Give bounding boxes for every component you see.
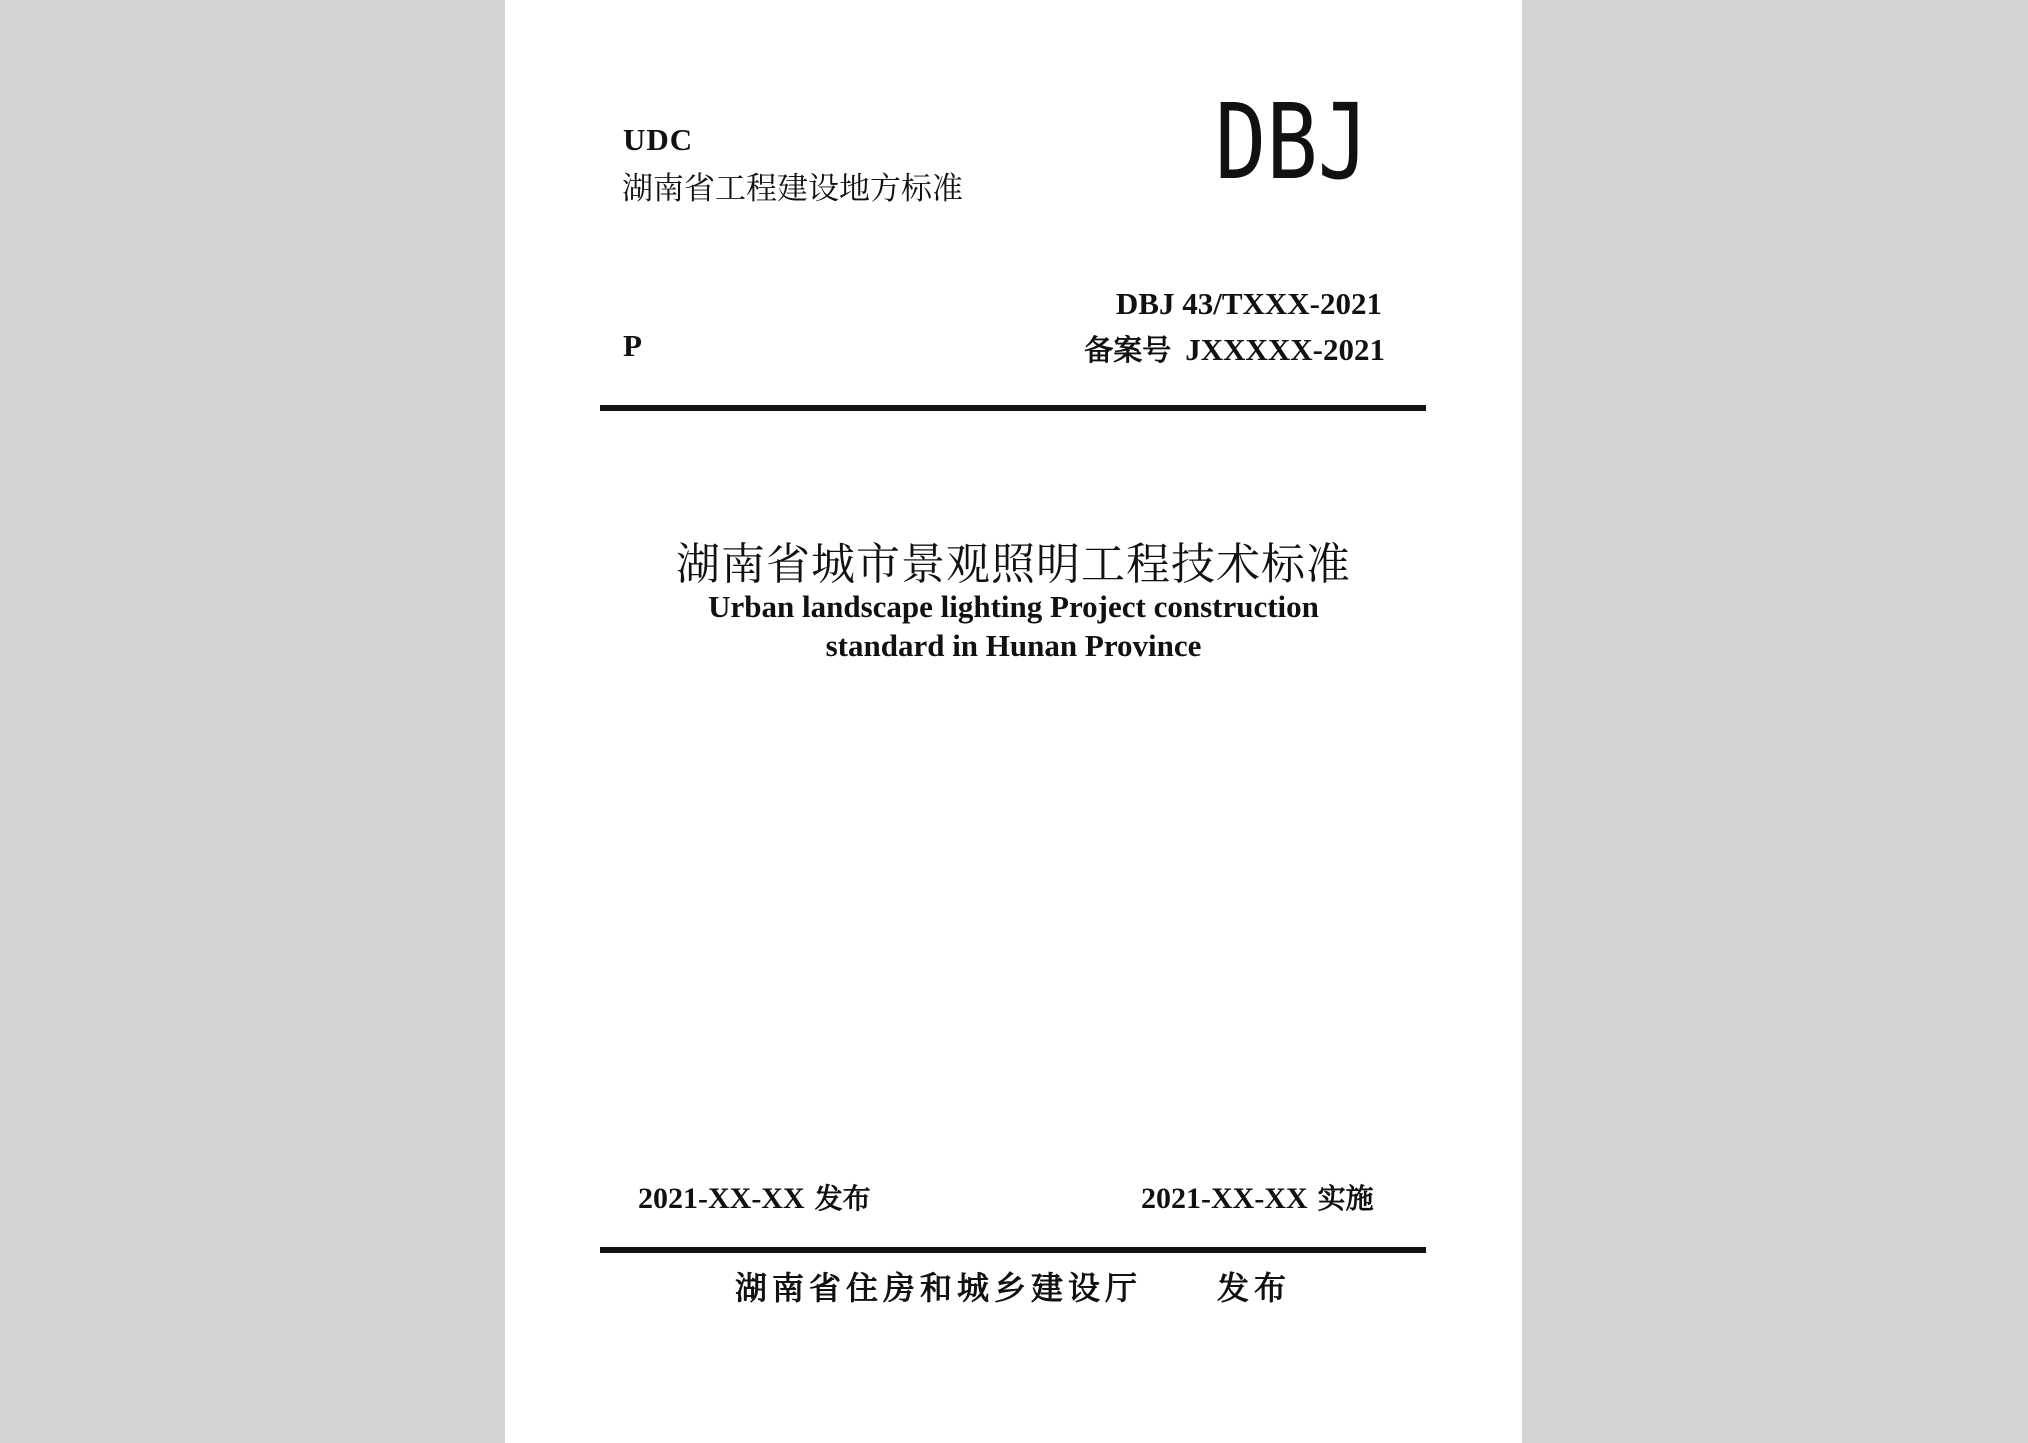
standard-type: 湖南省工程建设地方标准 [622, 171, 963, 207]
implementation-date-value: 2021-XX-XX [1141, 1182, 1308, 1215]
issuing-action: 发布 [1217, 1269, 1292, 1307]
udc-label: UDC [623, 122, 694, 157]
record-number [1084, 328, 1385, 369]
classification-code: P [623, 328, 642, 363]
standard-number: DBJ 43/TXXX-2021 [1115, 286, 1382, 321]
dbj-logo: DBJ [1215, 81, 1370, 203]
top-divider [600, 405, 1426, 411]
bottom-divider [600, 1247, 1426, 1253]
title-english-line2: standard in Hunan Province [825, 628, 1202, 663]
issue-label: 发布 [814, 1182, 871, 1215]
issue-date-value: 2021-XX-XX [638, 1182, 805, 1215]
document-page [505, 0, 1522, 1443]
title-english-line1: Urban landscape lighting Project construction [708, 589, 1319, 624]
issue-date [638, 1177, 871, 1217]
implementation-date [1141, 1177, 1374, 1217]
record-number-value: JXXXXX-2021 [1185, 332, 1385, 367]
implementation-label: 实施 [1317, 1182, 1374, 1215]
issuing-authority: 湖南省住房和城乡建设厅 [735, 1269, 1143, 1307]
record-label: 备案号 [1084, 333, 1172, 367]
title-chinese: 湖南省城市景观照明工程技术标准 [676, 539, 1351, 590]
